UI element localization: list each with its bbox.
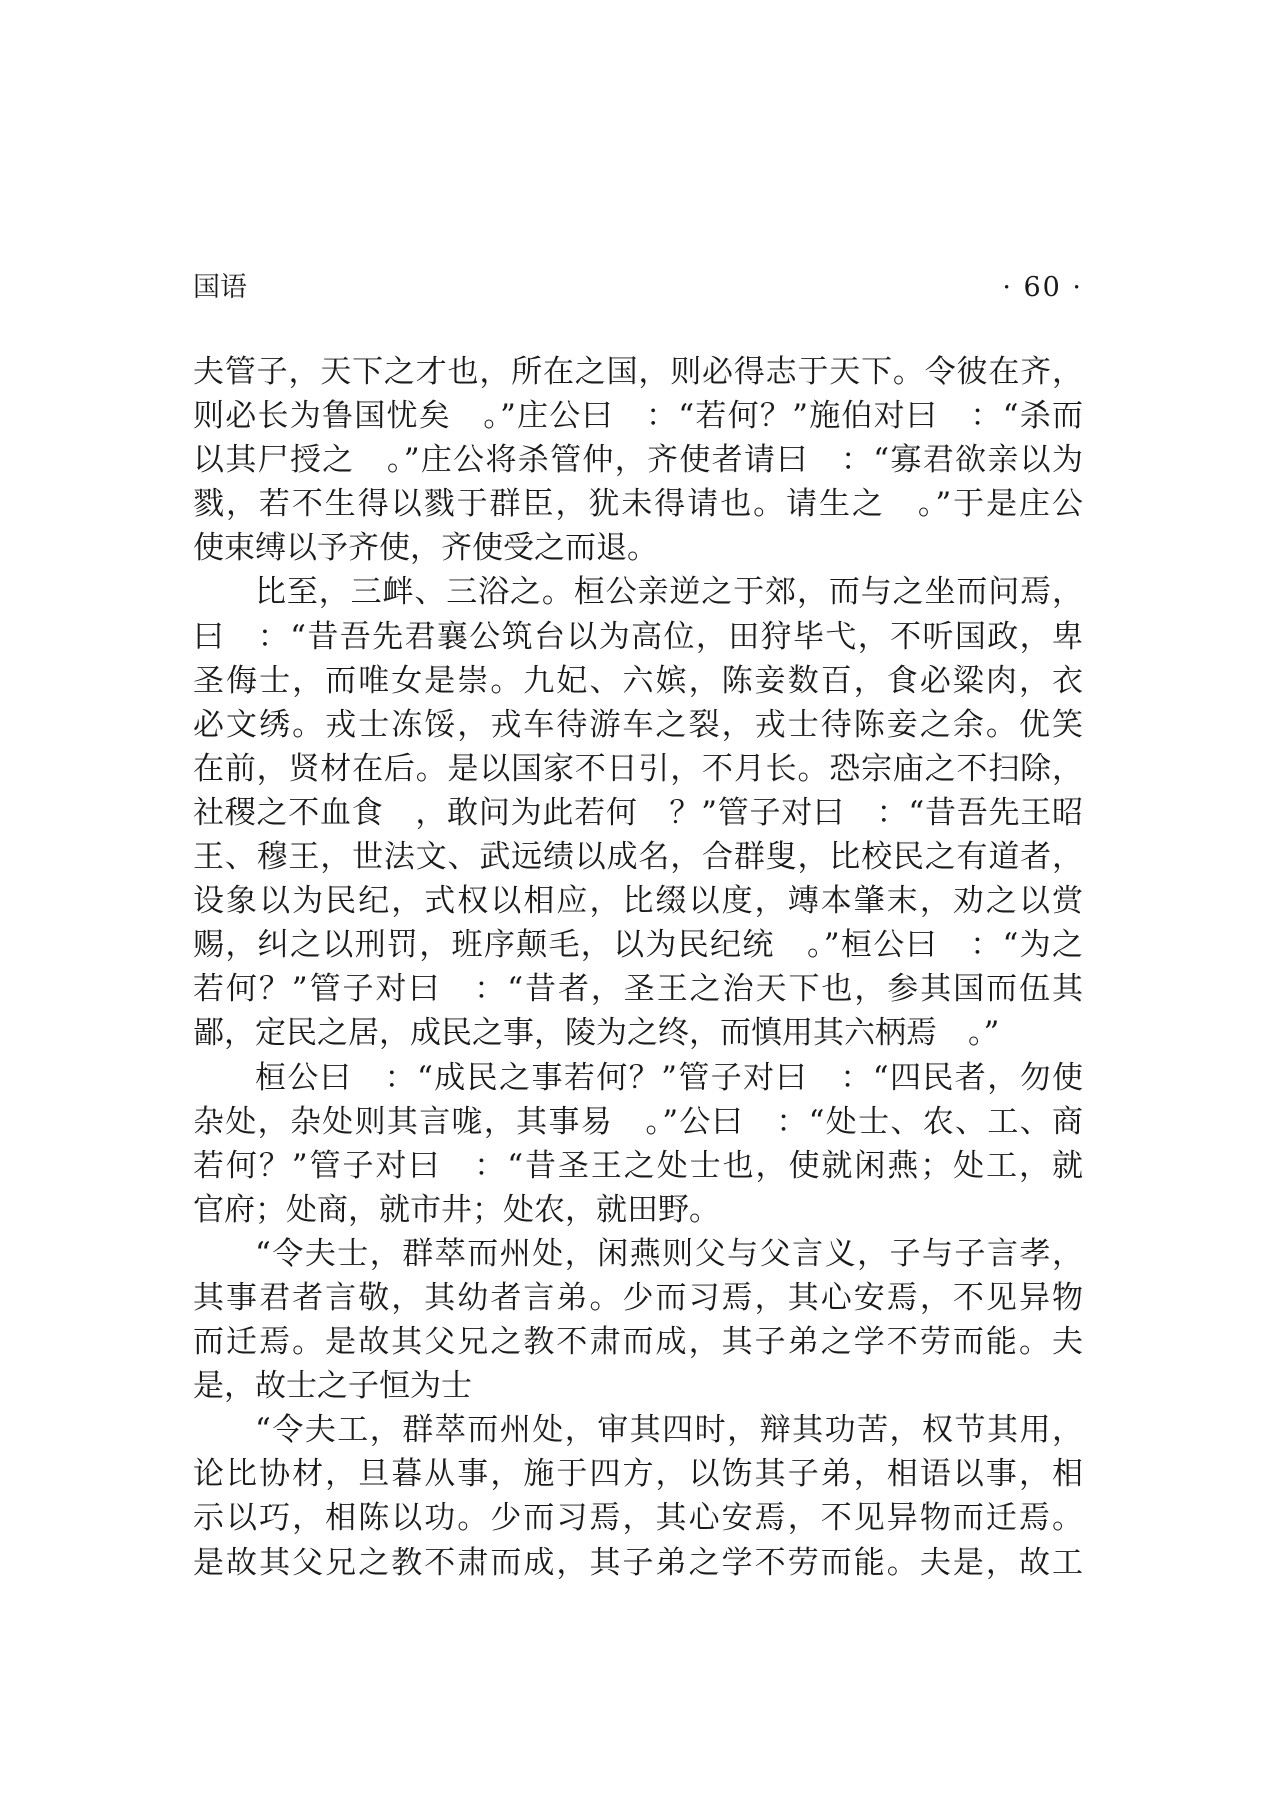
text-line: 若何？”管子对曰 ：“昔圣王之处士也，使就闲燕；处工，就 [193,1147,1083,1184]
text-line: 圣侮士，而唯女是崇。九妃、六嫔，陈妾数百，食必粱肉，衣 [193,662,1083,699]
text-line: 戮，若不生得以戮于群臣，犹未得请也。请生之 。”于是庄公 [193,486,1083,523]
text-line: 若何？”管子对曰 ：“昔者，圣王之治天下也，参其国而伍其 [193,971,1083,1008]
text-line: 鄙，定民之居，成民之事，陵为之终，而慎用其六柄焉 。” [193,1015,1000,1052]
running-header [193,268,1083,308]
text-line: 曰 ：“昔吾先君襄公筑台以为高位，田狩毕弋，不听国政，卑 [193,618,1083,655]
text-line: 以其尸授之 。”庄公将杀管仲，齐使者请曰 ：“寡君欲亲以为 [193,442,1083,479]
text-line: 使束缚以予齐使，齐使受之而退。 [193,530,658,567]
text-line: 王、穆王，世法文、武远绩以成名，合群叟，比校民之有道者， [193,839,1083,876]
text-line: 设象以为民纪，式权以相应，比缀以度，竱本肇末，劝之以赏 [193,883,1083,920]
page-number: · 60 · [1002,272,1083,303]
text-line: 官府；处商，就市井；处农，就田野。 [193,1191,720,1228]
text-line: 而迁焉。是故其父兄之教不肃而成，其子弟之学不劳而能。夫 [193,1324,1083,1361]
text-line: 必文绣。戎士冻馁，戎车待游车之裂，戎士待陈妾之余。优笑 [193,706,1083,743]
text-line: 在前，贤材在后。是以国家不日引，不月长。恐宗庙之不扫除， [193,750,1083,787]
text-line: 杂处，杂处则其言哤，其事易 。”公曰 ：“处士、农、工、商 [193,1103,1083,1140]
text-line: 桓公曰 ：“成民之事若何？”管子对曰 ：“四民者，勿使 [255,1059,1083,1096]
text-line: 其事君者言敬，其幼者言弟。少而习焉，其心安焉，不见异物 [193,1279,1083,1316]
text-line: 示以巧，相陈以功。少而习焉，其心安焉，不见异物而迁焉。 [193,1500,1083,1537]
text-line: 夫管子，天下之才也，所在之国，则必得志于天下。令彼在齐， [193,354,1083,390]
book-title: 国语 [193,272,247,303]
text-line: 是故其父兄之教不肃而成，其子弟之学不劳而能。夫是，故工 [193,1544,1083,1581]
text-line: 社稷之不血食 ，敢问为此若何 ？”管子对曰 ：“昔吾先王昭 [193,794,1083,831]
text-line: 比至，三衅、三浴之。桓公亲逆之于郊，而与之坐而问焉， [255,574,1083,611]
text-line: 则必长为鲁国忧矣 。”庄公曰 ：“若何？”施伯对曰 ：“杀而 [193,398,1083,435]
text-line: 论比协材，旦暮从事，施于四方，以饬其子弟，相语以事，相 [193,1456,1083,1493]
body-text [193,350,1083,1585]
text-line: 是，故士之子恒为士 [193,1368,472,1405]
text-line: “令夫工，群萃而州处，审其四时，辩其功苦，权节其用， [255,1412,1083,1449]
text-line: 赐，纠之以刑罚，班序颠毛，以为民纪统 。”桓公曰 ：“为之 [193,927,1083,964]
text-line: “令夫士，群萃而州处，闲燕则父与父言义，子与子言孝， [255,1235,1083,1272]
